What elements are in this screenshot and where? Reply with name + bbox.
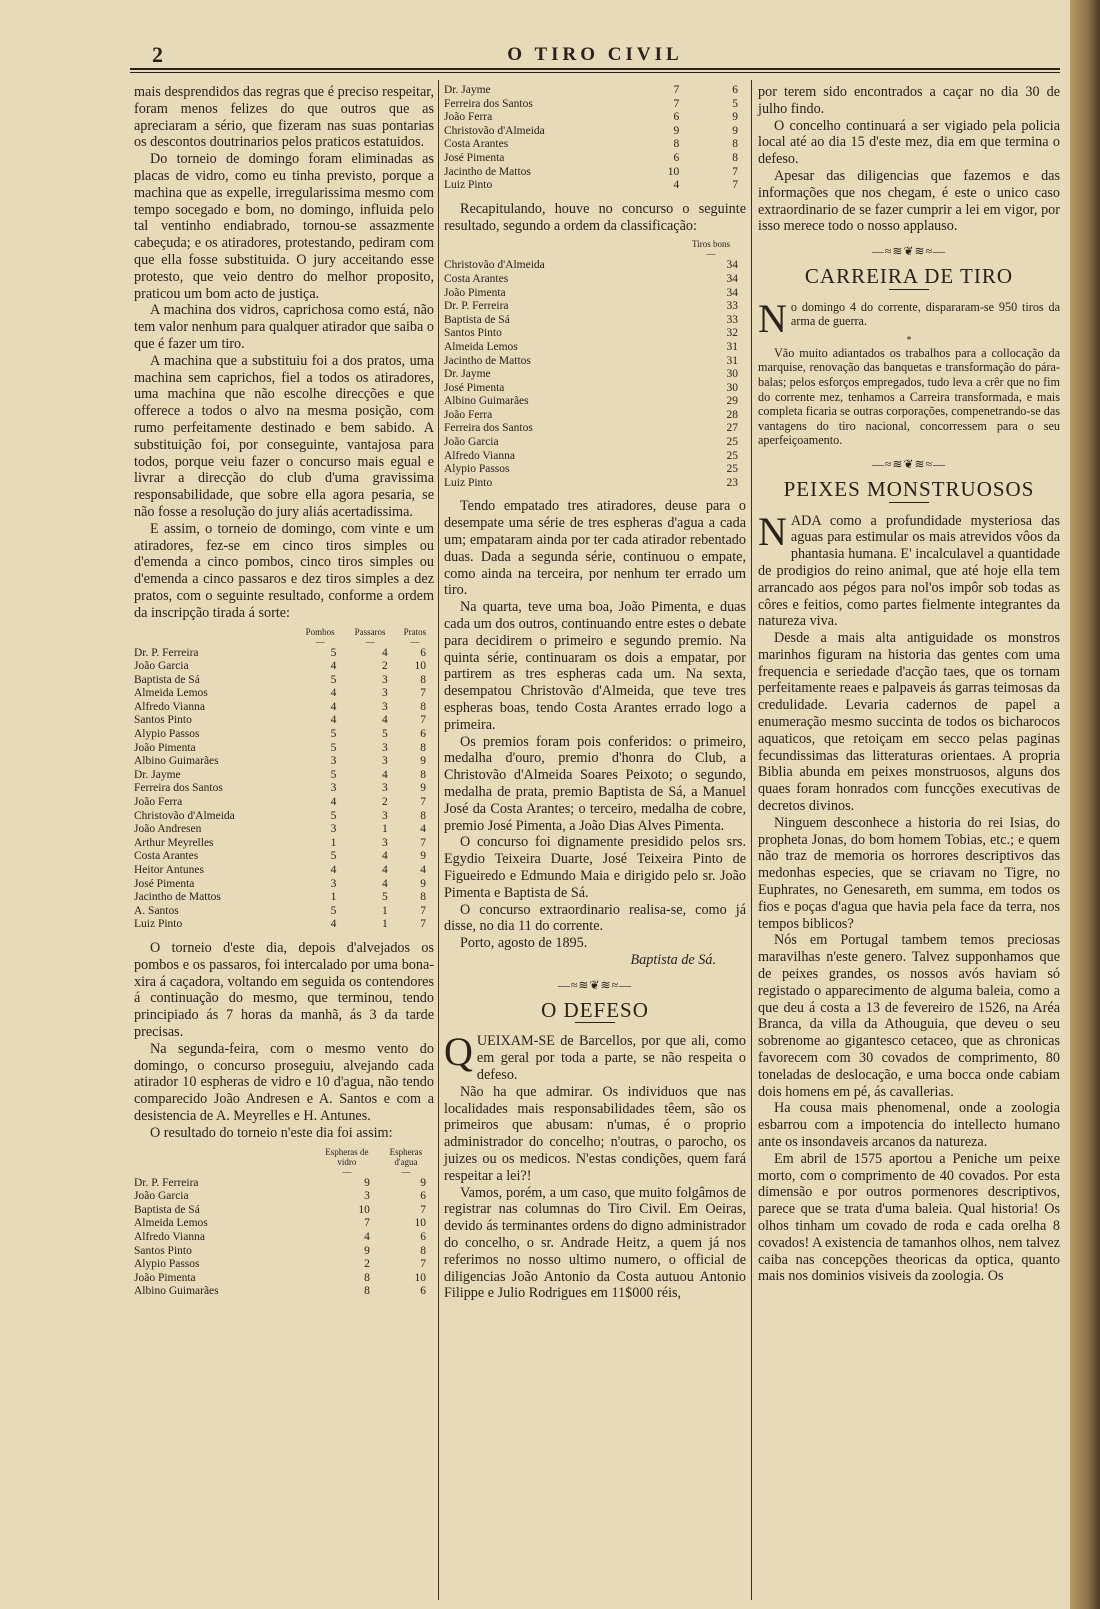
table-row <box>134 660 434 674</box>
score-cell: 10 <box>667 165 680 178</box>
paragraph: Não ha que admirar. Os individuos que nas localidades mais responsabilidades têem, são os primeiros que abusam: n'umas, é o proprio administrador do concelho; n'outras, o parocho, os juizes ou os medicos. N'estas condições, quem fará respeitar a lei?! <box>444 1083 746 1184</box>
score-cell: 8 <box>420 891 426 904</box>
score-cell: 7 <box>420 904 426 917</box>
score-cell: 4 <box>420 864 426 876</box>
score-cell: 7 <box>420 918 426 931</box>
score-cell: 1 <box>382 904 388 917</box>
shooter-name: José Pimenta <box>134 877 195 890</box>
score-cell: 5 <box>382 891 388 904</box>
score-cell: 3 <box>382 673 388 686</box>
score-cell: 1 <box>330 891 337 904</box>
score-cell: 6 <box>420 1230 426 1243</box>
score-cell: 4 <box>382 768 388 781</box>
shooter-name: José Pimenta <box>444 151 505 164</box>
shooter-name: João Ferra <box>444 408 493 421</box>
table-row <box>444 166 746 180</box>
score-cell: 5 <box>330 741 337 754</box>
score-cell: 7 <box>420 1258 426 1271</box>
classification-table: Tiros bons — Christovão d'Almeida 34 Costa Arantes 34 João Pimenta 34 Dr. P. Ferreira 33 Baptista de Sá 33 Santos Pinto 32 Almeida Lemos 31 Jacintho de Mattos 31 Dr. Jayme 30 José Pimenta 30 Albino Guimarães 29 João Ferra 28 Ferreira dos Santos 27 João Garcia 25 Alfredo Vianna 25 Alypio Passos 25 Luiz Pinto 23 <box>444 238 746 490</box>
shooter-name: Santos Pinto <box>444 327 502 340</box>
shooter-name: José Pimenta <box>444 381 505 394</box>
score-cell: 4 <box>330 660 337 673</box>
score-cell: 3 <box>330 755 337 768</box>
score-cell: 4 <box>382 877 388 890</box>
shooter-name: João Pimenta <box>444 286 506 299</box>
score-cell: 4 <box>382 646 388 659</box>
table-row <box>444 84 746 98</box>
paragraph: o domingo 4 do corrente, dispararam-se 950 tiros da arma de guerra. <box>790 299 1060 329</box>
score-cell: 8 <box>420 809 426 822</box>
drop-cap: N <box>758 508 787 554</box>
paragraph: O concelho continuará a ser vigiado pela policia local até ao dia 15 d'este mez, dia em que termina o defeso. <box>758 117 1060 168</box>
score-cell: 5 <box>382 728 388 741</box>
paragraph: UEIXAM-SE de Barcellos, por que ali, como em geral por toda a parte, se não respeita o defeso. <box>476 1033 746 1083</box>
score-cell: 6 <box>673 111 680 124</box>
score-cell: 6 <box>420 1190 426 1203</box>
shooter-name: Alfredo Vianna <box>134 1230 205 1243</box>
paragraph: Os premios foram pois conferidos: o primeiro, medalha d'ouro, premio d'honra do Club, a Christovão d'Almeida Soares Peixoto; o segundo, medalha de prata, premio Baptista de Sá, a Manuel José da Costa Arantes; o terceiro, medalha de cobre, premio José Pimenta, a João Dias Alves Pimenta. <box>444 733 746 834</box>
score-cell: 25 <box>726 449 738 462</box>
shooter-name: Albino Guimarães <box>134 1285 219 1298</box>
table-row <box>134 878 434 892</box>
column-1 <box>134 84 434 1307</box>
paragraph: Apesar das diligencias que fazemos e das informações que nos chegam, é este o unico caso extraordinario de se fazer cumprir a lei em vigor, por isso merece todo o nosso applauso. <box>758 167 1060 235</box>
score-cell: 8 <box>420 700 426 713</box>
shooter-name: Almeida Lemos <box>444 340 518 353</box>
drop-cap: N <box>758 295 787 341</box>
paragraph: O torneio d'este dia, depois d'alvejados os pombos e os passaros, foi intercalado por uma bona-xira á caçadora, voltando em seguida os contendores á continuação do mesmo, que terminou, tendo principiado ás 7 horas da manhã, ás 3 da tarde precisas. <box>134 939 434 1040</box>
score-cell: 2 <box>382 796 388 809</box>
score-cell: 7 <box>673 97 680 110</box>
header-rule-thin <box>130 72 1060 73</box>
score-cell: 6 <box>673 151 680 164</box>
shooter-name: Ferreira dos Santos <box>134 782 223 795</box>
shooter-name: Jacintho de Mattos <box>134 891 221 904</box>
table-row <box>134 837 434 851</box>
score-cell: 3 <box>330 877 337 890</box>
section-title-peixes: PEIXES MONSTRUOSOS <box>783 476 1035 501</box>
score-cell: 7 <box>420 836 426 849</box>
page-number: 2 <box>152 42 163 67</box>
score-cell: 10 <box>414 1271 426 1284</box>
column-header: Espheras de vidro <box>325 1146 369 1167</box>
score-cell: 1 <box>382 823 388 836</box>
paragraph: A machina que a substituiu foi a dos pratos, uma machina sem caprichos, fiel a todos os atiradores, uma machina que não escolhe direcções e que offerece a todos o alvo na mesma posição, com rumo perfeitamente destinado e bem sabido. A substituição foi, por conseguinte, vantajosa para todos, porque veiu fazer o concurso mais egual e livrar a direcção do club d'uma gravissima responsabilidade, que sobre ella agora pesaria, se não fosse a resolução do jury aliás acertadissima. <box>134 352 434 520</box>
shooter-name: Alypio Passos <box>134 1258 200 1271</box>
score-cell: 31 <box>726 340 738 353</box>
score-cell: 4 <box>330 714 337 727</box>
score-cell: 3 <box>382 687 388 700</box>
score-cell: 4 <box>420 823 426 836</box>
score-cell: 34 <box>726 286 738 299</box>
score-cell: 23 <box>726 476 738 489</box>
score-cell: 8 <box>420 768 426 781</box>
shooter-name: Arthur Meyrelles <box>134 836 214 849</box>
score-cell: 5 <box>330 904 337 917</box>
score-cell: 7 <box>420 714 426 727</box>
table-row <box>134 810 434 824</box>
shooter-name: João Pimenta <box>134 741 196 754</box>
shooter-name: Baptista de Sá <box>134 1203 200 1216</box>
paragraph: O concurso foi dignamente presidido pelos srs. Egydio Teixeira Duarte, José Teixeira Pinto de Figueiredo e Edmundo Maia e dirigido pelo sr. João Pimenta e Baptista de Sá. <box>444 834 746 901</box>
shooter-name: Heitor Antunes <box>134 864 204 876</box>
column-header: Espheras d'agua <box>389 1146 423 1167</box>
table-row <box>444 138 746 152</box>
score-cell: 3 <box>330 782 337 795</box>
table-row <box>444 111 746 125</box>
ornament-divider: —≈≋❦≋≈— <box>871 456 947 471</box>
score-cell: 32 <box>726 327 738 340</box>
score-cell: 4 <box>330 864 337 876</box>
asterisk-divider: * <box>906 334 912 346</box>
paragraph: Nós em Portugal tambem temos preciosas maravilhas n'este genero. Talvez supponhamos que de peixes grandes, os nossos avós haviam só registado o apparecimento de alguma baleia, como a que deu á costa a 13 de fevereiro de 1526, na Aréa Branca, da villa da Athouguia, que deveu o seu sobrenome ao gigantesco cetaceo, que as chronicas favorecem com 30 covados de comprimento, 80 toneladas de deslocação, e uma bocca onde cabiam dois homens em pé, ás cavallerias. <box>758 932 1060 1100</box>
score-cell: 29 <box>726 395 738 408</box>
score-cell: 31 <box>726 354 738 367</box>
shooter-name: João Ferra <box>134 796 183 809</box>
score-cell: 1 <box>382 918 388 931</box>
table-row <box>134 796 434 810</box>
table-row <box>134 1272 434 1286</box>
table-row <box>444 300 746 314</box>
score-cell: 8 <box>732 138 738 151</box>
shooter-name: Dr. Jayme <box>444 84 491 96</box>
table-row <box>444 477 746 491</box>
shooter-name: Alfredo Vianna <box>134 700 205 713</box>
table-row <box>444 125 746 139</box>
score-cell: 9 <box>673 124 680 137</box>
paragraph: Em abril de 1575 aportou a Peniche um peixe morto, com o comprimento de 40 covados. Por esta dimensão e por outros pormenores descriptivos, parece que se trata d'uma baleia. Qual historia! Os olhos tinham um covado de roda e cada orelha 8 covados! A existencia de tamanhos olhos, nem talvez caiba nas concepções theoricas da optica, quanto mais nos dominios visiveis da zoologia. Os <box>758 1150 1060 1285</box>
column-3 <box>758 84 1060 1285</box>
column-header: Pombos <box>305 626 335 637</box>
table-row <box>134 742 434 756</box>
shooter-name: Christovão d'Almeida <box>444 124 545 137</box>
score-cell: 5 <box>330 809 337 822</box>
shooter-name: João Garcia <box>444 436 499 449</box>
score-cell: 8 <box>420 1244 426 1257</box>
shooter-name: Almeida Lemos <box>134 687 208 700</box>
table-row <box>134 1217 434 1231</box>
score-cell: 8 <box>364 1271 370 1284</box>
table-row <box>134 728 434 742</box>
shooter-name: Dr. P. Ferreira <box>444 300 509 313</box>
shooter-name: Costa Arantes <box>444 138 509 151</box>
signature: Baptista de Sá. <box>630 951 716 968</box>
page-header <box>130 38 1060 70</box>
score-cell: 10 <box>358 1203 370 1216</box>
shooter-name: Christovão d'Almeida <box>444 259 545 272</box>
table-row <box>444 382 746 396</box>
score-cell: 2 <box>364 1258 370 1271</box>
table-row <box>134 674 434 688</box>
score-cell: 4 <box>330 700 337 713</box>
paragraph: Vamos, porém, a um caso, que muito folgâmos de registrar nas columnas do Tiro Civil. Em Oeiras, devido ás terminantes ordens do digno administrador do concelho, o sr. Andrade Heitz, a quem já nos referimos no nosso ultimo numero, o official de diligencias João Antonio da Costa autuou Antonio Filippe e Julio Rodrigues em 11$000 réis, <box>444 1184 746 1302</box>
score-cell: 5 <box>330 850 337 863</box>
shooter-name: Albino Guimarães <box>134 755 219 768</box>
table-row <box>444 98 746 112</box>
title-underline <box>889 289 929 290</box>
running-title: O TIRO CIVIL <box>507 44 683 65</box>
paragraph: Na quarta, teve uma boa, João Pimenta, e duas cada um dos outros, continuando entre estes o debate para decidirem o primeiro e segundo premio. Na quinta série, continuaram os dois a empatar, por partirem as tres espheras cada um. Na sexta, desempatou Christovão d'Almeida, que teve tres espheras boas, tendo Costa Arantes errado logo a primeira. <box>444 599 746 733</box>
shooter-name: João Garcia <box>134 1190 189 1203</box>
table-row <box>134 687 434 701</box>
header-rule <box>130 68 1060 70</box>
table-row <box>134 769 434 783</box>
score-cell: 3 <box>382 700 388 713</box>
score-cell: 9 <box>364 1176 370 1189</box>
table-row <box>134 905 434 919</box>
paragraph: Na segunda-feira, com o mesmo vento do domingo, o concurso proseguiu, alvejando cada atirador 10 espheras de vidro e 10 d'agua, não tendo comparecido João Andresen e A. Santos e com a desistencia de A. Meyrelles e H. Antunes. <box>134 1040 434 1124</box>
shooter-name: Almeida Lemos <box>134 1217 208 1230</box>
score-cell: 10 <box>414 660 426 673</box>
table-row <box>134 782 434 796</box>
table-row <box>134 1245 434 1259</box>
binding-edge <box>1070 0 1100 1609</box>
score-cell: 7 <box>732 179 738 192</box>
shooter-name: Albino Guimarães <box>444 395 529 408</box>
shooter-name: Santos Pinto <box>134 1244 192 1257</box>
score-cell: 3 <box>382 741 388 754</box>
section-title-defeso: O DEFESO <box>541 997 649 1022</box>
table-row <box>444 327 746 341</box>
shooter-name: Alfredo Vianna <box>444 449 515 462</box>
shooter-name: Dr. P. Ferreira <box>134 646 199 659</box>
shooter-name: Christovão d'Almeida <box>134 809 235 822</box>
table-row <box>444 287 746 301</box>
score-cell: 3 <box>382 755 388 768</box>
drop-cap: Q <box>444 1029 473 1075</box>
table-row <box>134 647 434 661</box>
score-cell: 25 <box>726 463 738 476</box>
score-cell: 8 <box>732 151 738 164</box>
shooter-name: Luiz Pinto <box>134 918 183 931</box>
score-cell: 9 <box>420 850 426 863</box>
shooter-name: Baptista de Sá <box>134 673 200 686</box>
table-row <box>134 891 434 905</box>
section-title-carreira: CARREIRA DE TIRO <box>804 263 1014 288</box>
shooter-name: Costa Arantes <box>134 850 199 863</box>
score-cell: 6 <box>420 728 426 741</box>
table-row <box>134 850 434 864</box>
score-cell: 30 <box>726 368 738 381</box>
score-cell: 2 <box>382 660 388 673</box>
shooter-name: Alypio Passos <box>444 463 510 476</box>
shooter-name: Alypio Passos <box>134 728 200 741</box>
shooter-name: Costa Arantes <box>444 272 509 285</box>
results-table-sunday: Pombos Passaros Pratos — — — Dr. P. Ferreira 5 4 6 João Garcia 4 2 10 Baptista de Sá 5 3 8 Almeida Lemos 4 3 7 Alfredo Vianna 4 3 8 Santos Pinto 4 4 7 Alypio Passos 5 5 6 João Pimenta 5 3 8 Albino Guimarães 3 3 9 Dr. Jayme 5 4 8 Ferreira dos Santos 3 3 9 João Ferra 4 2 7 Christovão d'Almeida 5 3 8 João Andresen 3 1 4 Arthur Meyrelles 1 3 7 Costa Arantes 5 4 9 Heitor Antunes 4 4 4 José Pimenta 3 4 9 Jacintho de Mattos 1 5 8 A. Santos 5 1 7 Luiz Pinto 4 1 7 <box>134 626 434 932</box>
results-table-monday-cont <box>444 84 746 193</box>
score-cell: 8 <box>364 1285 370 1298</box>
score-cell: 3 <box>382 836 388 849</box>
score-cell: 3 <box>364 1190 370 1203</box>
table-row <box>134 714 434 728</box>
table-row <box>134 1190 434 1204</box>
score-cell: 4 <box>382 864 388 876</box>
paragraph: Vão muito adiantados os trabalhos para a collocação da marquise, renovação das banquetas e transformação do pára-balas; pelos esforços empregados, tudo leva a crêr que no fim do corrente mez, tenhamos a Carreira transformada, e mais completa ficaria se outras corporações, compenetrando-se das vantagens do tiro nacional, concorressem para o seu aperfeiçoamento. <box>758 345 1060 448</box>
table-row <box>444 355 746 369</box>
score-cell: 6 <box>420 646 426 659</box>
table-row <box>444 395 746 409</box>
score-cell: 4 <box>330 918 337 931</box>
ornament-divider: —≈≋❦≋≈— <box>557 977 633 992</box>
table-row <box>444 152 746 166</box>
table-row <box>444 368 746 382</box>
table-row <box>134 755 434 769</box>
shooter-name: Jacintho de Mattos <box>444 165 531 178</box>
paragraph: ADA como a profundidade mysteriosa das aguas para estimular os mais atrevidos vôos da phantasia humana. E' incalculavel a quantidade de prodigios do reino animal, que até hoje ella tem arrancado aos pégos para nol'os impôr sob todas as côres e feitios, como partes fielmente integrantes da natureza viva. <box>758 512 1060 630</box>
score-cell: 7 <box>420 687 426 700</box>
score-cell: 8 <box>420 673 426 686</box>
column-header: Passaros <box>354 626 386 637</box>
score-cell: 9 <box>732 124 738 137</box>
table-row <box>134 1258 434 1272</box>
column-2 <box>444 84 746 1302</box>
paragraph: Desde a mais alta antiguidade os monstros marinhos figuram na historia das gentes com uma frequencia e seriedade d'acção taes, que os tornam perfeitamente reaes e palpaveis ás garras teimosas da credulidade. Levaria cadernos de papel a enumeração mesmo succinta de todos os bicharocos aquaticos, que retoiçam em secco pelas paginas fecundissimas das litteraturas orientaes. A propria Biblia abunda em peixes monstruosos, alguns dos quaes foram honrados com funcções executivas de decretos divinos. <box>758 630 1060 815</box>
score-cell: 7 <box>732 165 738 178</box>
score-cell: 6 <box>420 1285 426 1298</box>
score-cell: 33 <box>726 300 738 313</box>
score-cell: 9 <box>364 1244 370 1257</box>
column-header: Tiros bons <box>692 239 730 250</box>
score-cell: 34 <box>726 259 738 272</box>
paragraph: Tendo empatado tres atiradores, deuse para o desempate uma série de tres espheras d'agua a cada um; empataram ainda por ter cada atirador rebentado duas. Dada a segunda série, continuou o empate, como ainda na terceira, por nenhum ter errado um tiro. <box>444 498 746 599</box>
shooter-name: João Andresen <box>134 823 202 836</box>
table-row <box>134 1177 434 1191</box>
title-underline <box>889 502 929 503</box>
score-cell: 5 <box>330 728 337 741</box>
score-cell: 1 <box>330 836 337 849</box>
score-cell: 4 <box>673 179 680 192</box>
column-divider <box>751 80 752 1600</box>
table-row <box>444 409 746 423</box>
shooter-name: João Garcia <box>134 660 189 673</box>
score-cell: 6 <box>732 84 738 96</box>
title-underline <box>575 1022 615 1023</box>
shooter-name: Jacintho de Mattos <box>444 354 531 367</box>
score-cell: 5 <box>330 768 337 781</box>
table-row <box>444 436 746 450</box>
table-row <box>134 1204 434 1218</box>
score-cell: 9 <box>732 111 738 124</box>
table-row <box>134 918 434 932</box>
paragraph: E assim, o torneio de domingo, com vinte e um atiradores, fez-se em cinco tiros simples ou d'emenda a cinco pombos, cinco tiros simples ou d'emenda a cinco passaros e dez tiros simples a dez pratos, com o seguinte resultado, conforme a ordem da inscripção tirada á sorte: <box>134 520 434 621</box>
shooter-name: Santos Pinto <box>134 714 192 727</box>
table-row <box>444 259 746 273</box>
paragraph: Ha cousa mais phenomenal, onde a zoologia esbarrou com a impotencia do intellecto humano ante os insondaveis arcanos da natureza. <box>758 1100 1060 1150</box>
score-cell: 9 <box>420 877 426 890</box>
score-cell: 9 <box>420 1176 426 1189</box>
table-row <box>444 463 746 477</box>
table-row <box>444 273 746 287</box>
shooter-name: João Ferra <box>444 111 493 124</box>
score-cell: 4 <box>382 714 388 727</box>
results-table-monday: Espheras de vidro Espheras d'agua — — Dr. P. Ferreira 9 9 João Garcia 3 6 Baptista de Sá 10 7 Almeida Lemos 7 10 Alfredo Vianna 4 6 Santos Pinto 9 8 Alypio Passos 2 7 João Pimenta 8 10 Albino Guimarães 8 6 <box>134 1146 434 1299</box>
score-cell: 30 <box>726 381 738 394</box>
score-cell: 34 <box>726 272 738 285</box>
table-row <box>444 179 746 193</box>
score-cell: 8 <box>673 138 680 151</box>
score-cell: 4 <box>364 1230 370 1243</box>
table-row <box>444 422 746 436</box>
shooter-name: A. Santos <box>134 904 179 917</box>
shooter-name: Luiz Pinto <box>444 179 493 192</box>
paragraph: Do torneio de domingo foram eliminadas as placas de vidro, como eu tinha previsto, porque a machina que as expelle, irregularissima mesmo com tempo socegado e bom, no domingo, influida pelo tal ventinho endiabrado, tornou-se assazmente cabeçuda; e os atiradores, protestando, pediram com que ella fosse substituida. O jury acceitando esse protesto, que veio dentro do melhor proposito, praticou um bom acto de justiça. <box>134 151 434 302</box>
score-cell: 9 <box>420 782 426 795</box>
score-cell: 7 <box>673 84 680 96</box>
score-cell: 7 <box>364 1217 370 1230</box>
paragraph: O concurso extraordinario realisa-se, como já disse, no dia 11 do corrente. <box>444 901 746 935</box>
score-cell: 4 <box>330 796 337 809</box>
score-cell: 3 <box>330 823 337 836</box>
shooter-name: Ferreira dos Santos <box>444 97 533 110</box>
score-cell: 25 <box>726 436 738 449</box>
shooter-name: João Pimenta <box>134 1271 196 1284</box>
score-cell: 5 <box>330 673 337 686</box>
table-row <box>444 450 746 464</box>
table-row <box>134 1231 434 1245</box>
score-cell: 5 <box>330 646 337 659</box>
paragraph: Recapitulando, houve no concurso o seguinte resultado, segundo a ordem da classificação: <box>444 200 746 234</box>
table-row <box>134 701 434 715</box>
paragraph: A machina dos vidros, caprichosa como está, não tem valor nenhum para qualquer atirador que saiba o que é fazer um tiro. <box>134 302 434 352</box>
table-row <box>444 314 746 328</box>
paragraph: por terem sido encontrados a caçar no dia 30 de julho findo. <box>758 84 1060 117</box>
paragraph: O resultado do torneio n'este dia foi assim: <box>150 1124 393 1141</box>
column-divider <box>438 80 439 1600</box>
shooter-name: Baptista de Sá <box>444 313 510 326</box>
shooter-name: Dr. Jayme <box>134 768 181 781</box>
table-row <box>134 1285 434 1299</box>
score-cell: 4 <box>330 687 337 700</box>
table-row <box>134 823 434 837</box>
score-cell: 3 <box>382 809 388 822</box>
score-cell: 3 <box>382 782 388 795</box>
score-cell: 27 <box>726 422 738 435</box>
paragraph: mais desprendidos das regras que é preciso respeitar, foram menos felizes do que outros que as apreciaram a sério, que fizeram nas suas pontarias os descontos doutrinarios pelos praticos estatuidos. <box>134 84 434 151</box>
shooter-name: Dr. P. Ferreira <box>134 1176 199 1189</box>
score-cell: 7 <box>420 796 426 809</box>
dateline: Porto, agosto de 1895. <box>460 935 588 952</box>
score-cell: 33 <box>726 313 738 326</box>
score-cell: 7 <box>420 1203 426 1216</box>
score-cell: 10 <box>414 1217 426 1230</box>
table-row <box>444 341 746 355</box>
column-header: Pratos <box>403 626 427 637</box>
shooter-name: Dr. Jayme <box>444 368 491 381</box>
score-cell: 5 <box>732 97 738 110</box>
shooter-name: Luiz Pinto <box>444 476 493 489</box>
score-cell: 4 <box>382 850 388 863</box>
score-cell: 28 <box>726 408 738 421</box>
ornament-divider: —≈≋❦≋≈— <box>871 244 947 259</box>
paragraph: Ninguem desconhece a historia do rei Isias, do propheta Jonas, do bom homem Tobias, etc.; e quem não traz de memoria os horrores descriptivos das medonhas especies, que se criavam no Tigre, no Euphrates, no Genesareth, em summa, em todos os fios e poças d'agua que havia pela face da terra, nos tempos biblicos? <box>758 814 1060 932</box>
shooter-name: Ferreira dos Santos <box>444 422 533 435</box>
score-cell: 8 <box>420 741 426 754</box>
score-cell: 9 <box>420 755 426 768</box>
table-row <box>134 864 434 878</box>
